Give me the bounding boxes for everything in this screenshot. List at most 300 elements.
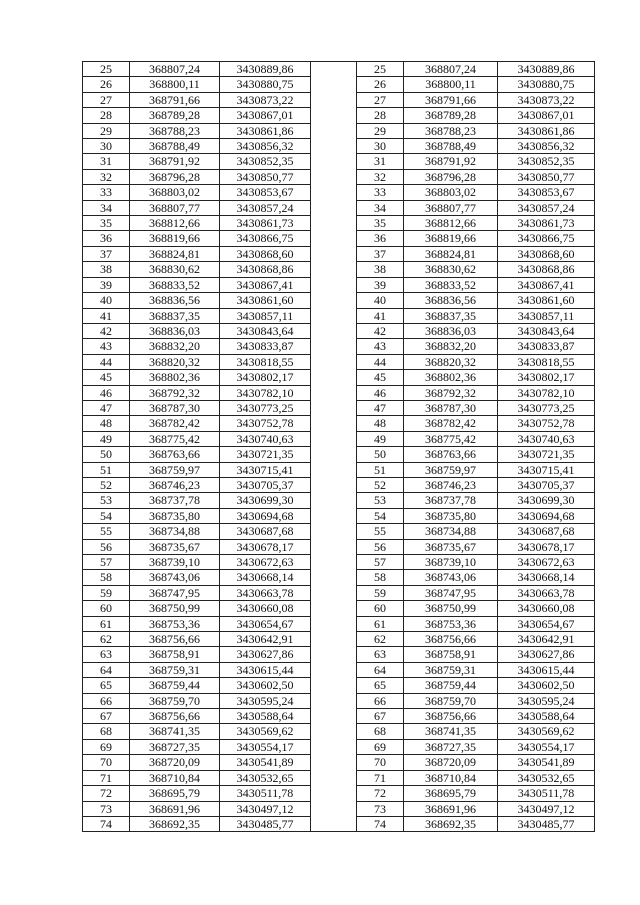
left-x-coordinate-cell: 368796,28 xyxy=(130,169,220,184)
right-y-coordinate-cell: 3430856,32 xyxy=(498,139,595,154)
column-gap xyxy=(311,632,357,647)
right-point-number-cell: 63 xyxy=(357,647,404,662)
column-gap xyxy=(311,277,357,292)
table-row xyxy=(83,431,595,446)
left-x-coordinate-cell: 368824,81 xyxy=(130,246,220,261)
left-point-number-cell: 45 xyxy=(83,370,130,385)
left-x-coordinate-cell: 368710,84 xyxy=(130,770,220,785)
right-point-number-cell: 34 xyxy=(357,200,404,215)
right-y-coordinate-cell: 3430833,87 xyxy=(498,339,595,354)
left-y-coordinate-cell: 3430868,60 xyxy=(220,246,311,261)
right-y-coordinate-cell: 3430642,91 xyxy=(498,632,595,647)
right-point-number-cell: 32 xyxy=(357,169,404,184)
column-gap xyxy=(311,601,357,616)
left-x-coordinate-cell: 368792,32 xyxy=(130,385,220,400)
right-y-coordinate-cell: 3430615,44 xyxy=(498,662,595,677)
right-point-number-cell: 25 xyxy=(357,62,404,77)
table-row xyxy=(83,816,595,831)
left-point-number-cell: 68 xyxy=(83,724,130,739)
right-y-coordinate-cell: 3430511,78 xyxy=(498,786,595,801)
right-y-coordinate-cell: 3430672,63 xyxy=(498,555,595,570)
right-point-number-cell: 50 xyxy=(357,447,404,462)
table-row xyxy=(83,185,595,200)
column-gap xyxy=(311,339,357,354)
right-point-number-cell: 30 xyxy=(357,139,404,154)
column-gap xyxy=(311,262,357,277)
table-row xyxy=(83,400,595,415)
right-y-coordinate-cell: 3430715,41 xyxy=(498,462,595,477)
left-x-coordinate-cell: 368759,97 xyxy=(130,462,220,477)
left-x-coordinate-cell: 368812,66 xyxy=(130,216,220,231)
right-point-number-cell: 48 xyxy=(357,416,404,431)
left-x-coordinate-cell: 368803,02 xyxy=(130,185,220,200)
right-point-number-cell: 28 xyxy=(357,108,404,123)
left-point-number-cell: 43 xyxy=(83,339,130,354)
left-point-number-cell: 63 xyxy=(83,647,130,662)
left-point-number-cell: 57 xyxy=(83,555,130,570)
right-y-coordinate-cell: 3430818,55 xyxy=(498,354,595,369)
column-gap xyxy=(311,293,357,308)
left-y-coordinate-cell: 3430699,30 xyxy=(220,493,311,508)
left-y-coordinate-cell: 3430595,24 xyxy=(220,693,311,708)
left-point-number-cell: 73 xyxy=(83,801,130,816)
right-y-coordinate-cell: 3430595,24 xyxy=(498,693,595,708)
left-x-coordinate-cell: 368791,66 xyxy=(130,92,220,107)
column-gap xyxy=(311,216,357,231)
column-gap xyxy=(311,493,357,508)
left-y-coordinate-cell: 3430569,62 xyxy=(220,724,311,739)
column-gap xyxy=(311,62,357,77)
right-x-coordinate-cell: 368830,62 xyxy=(404,262,498,277)
left-y-coordinate-cell: 3430752,78 xyxy=(220,416,311,431)
left-y-coordinate-cell: 3430740,63 xyxy=(220,431,311,446)
table-row xyxy=(83,462,595,477)
left-y-coordinate-cell: 3430532,65 xyxy=(220,770,311,785)
right-y-coordinate-cell: 3430663,78 xyxy=(498,585,595,600)
left-y-coordinate-cell: 3430485,77 xyxy=(220,816,311,831)
right-point-number-cell: 46 xyxy=(357,385,404,400)
left-point-number-cell: 52 xyxy=(83,477,130,492)
right-x-coordinate-cell: 368759,44 xyxy=(404,678,498,693)
left-x-coordinate-cell: 368807,24 xyxy=(130,62,220,77)
left-y-coordinate-cell: 3430554,17 xyxy=(220,739,311,754)
right-point-number-cell: 27 xyxy=(357,92,404,107)
left-y-coordinate-cell: 3430721,35 xyxy=(220,447,311,462)
column-gap xyxy=(311,92,357,107)
left-y-coordinate-cell: 3430541,89 xyxy=(220,755,311,770)
right-x-coordinate-cell: 368720,09 xyxy=(404,755,498,770)
table-row xyxy=(83,786,595,801)
right-x-coordinate-cell: 368727,35 xyxy=(404,739,498,754)
table-row xyxy=(83,724,595,739)
left-y-coordinate-cell: 3430782,10 xyxy=(220,385,311,400)
right-point-number-cell: 71 xyxy=(357,770,404,785)
left-x-coordinate-cell: 368759,44 xyxy=(130,678,220,693)
coordinates-table xyxy=(82,61,595,832)
right-x-coordinate-cell: 368692,35 xyxy=(404,816,498,831)
left-y-coordinate-cell: 3430654,67 xyxy=(220,616,311,631)
right-y-coordinate-cell: 3430850,77 xyxy=(498,169,595,184)
left-point-number-cell: 51 xyxy=(83,462,130,477)
right-y-coordinate-cell: 3430699,30 xyxy=(498,493,595,508)
right-point-number-cell: 68 xyxy=(357,724,404,739)
right-y-coordinate-cell: 3430782,10 xyxy=(498,385,595,400)
column-gap xyxy=(311,200,357,215)
right-point-number-cell: 54 xyxy=(357,508,404,523)
left-point-number-cell: 69 xyxy=(83,739,130,754)
right-y-coordinate-cell: 3430569,62 xyxy=(498,724,595,739)
left-point-number-cell: 25 xyxy=(83,62,130,77)
column-gap xyxy=(311,647,357,662)
table-row xyxy=(83,555,595,570)
column-gap xyxy=(311,154,357,169)
column-gap xyxy=(311,693,357,708)
right-x-coordinate-cell: 368803,02 xyxy=(404,185,498,200)
left-point-number-cell: 37 xyxy=(83,246,130,261)
table-row xyxy=(83,662,595,677)
right-y-coordinate-cell: 3430485,77 xyxy=(498,816,595,831)
right-y-coordinate-cell: 3430857,24 xyxy=(498,200,595,215)
right-y-coordinate-cell: 3430868,86 xyxy=(498,262,595,277)
right-point-number-cell: 29 xyxy=(357,123,404,138)
left-y-coordinate-cell: 3430866,75 xyxy=(220,231,311,246)
left-x-coordinate-cell: 368763,66 xyxy=(130,447,220,462)
right-y-coordinate-cell: 3430861,60 xyxy=(498,293,595,308)
right-y-coordinate-cell: 3430678,17 xyxy=(498,539,595,554)
table-row xyxy=(83,262,595,277)
column-gap xyxy=(311,185,357,200)
table-row xyxy=(83,139,595,154)
left-y-coordinate-cell: 3430663,78 xyxy=(220,585,311,600)
column-gap xyxy=(311,246,357,261)
right-x-coordinate-cell: 368758,91 xyxy=(404,647,498,662)
table-row xyxy=(83,539,595,554)
left-x-coordinate-cell: 368737,78 xyxy=(130,493,220,508)
right-y-coordinate-cell: 3430889,86 xyxy=(498,62,595,77)
left-x-coordinate-cell: 368833,52 xyxy=(130,277,220,292)
table-row xyxy=(83,585,595,600)
coordinates-table-body xyxy=(83,62,595,832)
left-point-number-cell: 46 xyxy=(83,385,130,400)
column-gap xyxy=(311,662,357,677)
table-row xyxy=(83,693,595,708)
left-y-coordinate-cell: 3430705,37 xyxy=(220,477,311,492)
left-y-coordinate-cell: 3430889,86 xyxy=(220,62,311,77)
right-point-number-cell: 43 xyxy=(357,339,404,354)
column-gap xyxy=(311,770,357,785)
left-x-coordinate-cell: 368750,99 xyxy=(130,601,220,616)
column-gap xyxy=(311,539,357,554)
left-point-number-cell: 44 xyxy=(83,354,130,369)
right-y-coordinate-cell: 3430861,73 xyxy=(498,216,595,231)
right-x-coordinate-cell: 368735,80 xyxy=(404,508,498,523)
right-point-number-cell: 31 xyxy=(357,154,404,169)
left-y-coordinate-cell: 3430833,87 xyxy=(220,339,311,354)
table-row xyxy=(83,616,595,631)
table-row xyxy=(83,647,595,662)
right-x-coordinate-cell: 368759,31 xyxy=(404,662,498,677)
left-y-coordinate-cell: 3430880,75 xyxy=(220,77,311,92)
left-y-coordinate-cell: 3430497,12 xyxy=(220,801,311,816)
left-y-coordinate-cell: 3430857,24 xyxy=(220,200,311,215)
right-point-number-cell: 73 xyxy=(357,801,404,816)
right-x-coordinate-cell: 368832,20 xyxy=(404,339,498,354)
right-x-coordinate-cell: 368819,66 xyxy=(404,231,498,246)
left-point-number-cell: 36 xyxy=(83,231,130,246)
right-point-number-cell: 56 xyxy=(357,539,404,554)
left-x-coordinate-cell: 368837,35 xyxy=(130,308,220,323)
left-point-number-cell: 59 xyxy=(83,585,130,600)
left-y-coordinate-cell: 3430615,44 xyxy=(220,662,311,677)
table-row xyxy=(83,770,595,785)
left-x-coordinate-cell: 368727,35 xyxy=(130,739,220,754)
right-point-number-cell: 45 xyxy=(357,370,404,385)
right-point-number-cell: 69 xyxy=(357,739,404,754)
left-y-coordinate-cell: 3430843,64 xyxy=(220,323,311,338)
right-x-coordinate-cell: 368691,96 xyxy=(404,801,498,816)
column-gap xyxy=(311,431,357,446)
left-x-coordinate-cell: 368695,79 xyxy=(130,786,220,801)
left-point-number-cell: 64 xyxy=(83,662,130,677)
left-x-coordinate-cell: 368743,06 xyxy=(130,570,220,585)
right-x-coordinate-cell: 368756,66 xyxy=(404,709,498,724)
right-y-coordinate-cell: 3430880,75 xyxy=(498,77,595,92)
right-y-coordinate-cell: 3430740,63 xyxy=(498,431,595,446)
right-y-coordinate-cell: 3430627,86 xyxy=(498,647,595,662)
table-row xyxy=(83,632,595,647)
column-gap xyxy=(311,755,357,770)
column-gap xyxy=(311,370,357,385)
left-point-number-cell: 60 xyxy=(83,601,130,616)
left-y-coordinate-cell: 3430602,50 xyxy=(220,678,311,693)
column-gap xyxy=(311,570,357,585)
left-x-coordinate-cell: 368756,66 xyxy=(130,709,220,724)
left-point-number-cell: 47 xyxy=(83,400,130,415)
right-x-coordinate-cell: 368791,66 xyxy=(404,92,498,107)
left-x-coordinate-cell: 368807,77 xyxy=(130,200,220,215)
left-point-number-cell: 65 xyxy=(83,678,130,693)
left-point-number-cell: 31 xyxy=(83,154,130,169)
right-x-coordinate-cell: 368807,24 xyxy=(404,62,498,77)
right-x-coordinate-cell: 368739,10 xyxy=(404,555,498,570)
right-x-coordinate-cell: 368734,88 xyxy=(404,524,498,539)
right-y-coordinate-cell: 3430660,08 xyxy=(498,601,595,616)
right-x-coordinate-cell: 368735,67 xyxy=(404,539,498,554)
right-point-number-cell: 26 xyxy=(357,77,404,92)
column-gap xyxy=(311,524,357,539)
left-point-number-cell: 61 xyxy=(83,616,130,631)
left-x-coordinate-cell: 368832,20 xyxy=(130,339,220,354)
right-x-coordinate-cell: 368741,35 xyxy=(404,724,498,739)
right-point-number-cell: 62 xyxy=(357,632,404,647)
left-x-coordinate-cell: 368791,92 xyxy=(130,154,220,169)
right-y-coordinate-cell: 3430532,65 xyxy=(498,770,595,785)
left-point-number-cell: 39 xyxy=(83,277,130,292)
left-y-coordinate-cell: 3430694,68 xyxy=(220,508,311,523)
table-row xyxy=(83,293,595,308)
left-x-coordinate-cell: 368756,66 xyxy=(130,632,220,647)
left-point-number-cell: 32 xyxy=(83,169,130,184)
left-x-coordinate-cell: 368787,30 xyxy=(130,400,220,415)
right-x-coordinate-cell: 368746,23 xyxy=(404,477,498,492)
right-y-coordinate-cell: 3430873,22 xyxy=(498,92,595,107)
left-y-coordinate-cell: 3430672,63 xyxy=(220,555,311,570)
right-x-coordinate-cell: 368788,23 xyxy=(404,123,498,138)
right-y-coordinate-cell: 3430588,64 xyxy=(498,709,595,724)
left-x-coordinate-cell: 368741,35 xyxy=(130,724,220,739)
column-gap xyxy=(311,801,357,816)
right-point-number-cell: 57 xyxy=(357,555,404,570)
left-point-number-cell: 72 xyxy=(83,786,130,801)
right-y-coordinate-cell: 3430853,67 xyxy=(498,185,595,200)
left-point-number-cell: 67 xyxy=(83,709,130,724)
left-point-number-cell: 48 xyxy=(83,416,130,431)
column-gap xyxy=(311,169,357,184)
left-y-coordinate-cell: 3430660,08 xyxy=(220,601,311,616)
right-y-coordinate-cell: 3430867,41 xyxy=(498,277,595,292)
left-x-coordinate-cell: 368692,35 xyxy=(130,816,220,831)
right-point-number-cell: 51 xyxy=(357,462,404,477)
left-point-number-cell: 40 xyxy=(83,293,130,308)
table-row xyxy=(83,77,595,92)
right-y-coordinate-cell: 3430852,35 xyxy=(498,154,595,169)
left-y-coordinate-cell: 3430802,17 xyxy=(220,370,311,385)
left-point-number-cell: 74 xyxy=(83,816,130,831)
left-y-coordinate-cell: 3430857,11 xyxy=(220,308,311,323)
column-gap xyxy=(311,816,357,831)
left-y-coordinate-cell: 3430715,41 xyxy=(220,462,311,477)
column-gap xyxy=(311,709,357,724)
left-x-coordinate-cell: 368747,95 xyxy=(130,585,220,600)
right-x-coordinate-cell: 368759,97 xyxy=(404,462,498,477)
right-x-coordinate-cell: 368787,30 xyxy=(404,400,498,415)
left-x-coordinate-cell: 368691,96 xyxy=(130,801,220,816)
right-point-number-cell: 65 xyxy=(357,678,404,693)
left-y-coordinate-cell: 3430861,60 xyxy=(220,293,311,308)
left-x-coordinate-cell: 368788,49 xyxy=(130,139,220,154)
right-x-coordinate-cell: 368812,66 xyxy=(404,216,498,231)
right-point-number-cell: 74 xyxy=(357,816,404,831)
right-y-coordinate-cell: 3430654,67 xyxy=(498,616,595,631)
right-x-coordinate-cell: 368824,81 xyxy=(404,246,498,261)
right-x-coordinate-cell: 368750,99 xyxy=(404,601,498,616)
right-y-coordinate-cell: 3430721,35 xyxy=(498,447,595,462)
table-row xyxy=(83,323,595,338)
right-x-coordinate-cell: 368756,66 xyxy=(404,632,498,647)
right-x-coordinate-cell: 368788,49 xyxy=(404,139,498,154)
column-gap xyxy=(311,739,357,754)
left-x-coordinate-cell: 368759,70 xyxy=(130,693,220,708)
right-x-coordinate-cell: 368782,42 xyxy=(404,416,498,431)
column-gap xyxy=(311,477,357,492)
table-row xyxy=(83,416,595,431)
left-y-coordinate-cell: 3430588,64 xyxy=(220,709,311,724)
right-point-number-cell: 60 xyxy=(357,601,404,616)
left-point-number-cell: 41 xyxy=(83,308,130,323)
left-point-number-cell: 70 xyxy=(83,755,130,770)
left-point-number-cell: 56 xyxy=(83,539,130,554)
column-gap xyxy=(311,231,357,246)
left-x-coordinate-cell: 368800,11 xyxy=(130,77,220,92)
right-point-number-cell: 35 xyxy=(357,216,404,231)
right-point-number-cell: 72 xyxy=(357,786,404,801)
column-gap xyxy=(311,308,357,323)
right-x-coordinate-cell: 368737,78 xyxy=(404,493,498,508)
right-y-coordinate-cell: 3430868,60 xyxy=(498,246,595,261)
left-x-coordinate-cell: 368836,56 xyxy=(130,293,220,308)
table-row xyxy=(83,801,595,816)
left-point-number-cell: 58 xyxy=(83,570,130,585)
left-x-coordinate-cell: 368788,23 xyxy=(130,123,220,138)
right-x-coordinate-cell: 368775,42 xyxy=(404,431,498,446)
column-gap xyxy=(311,678,357,693)
table-row xyxy=(83,755,595,770)
table-row xyxy=(83,601,595,616)
table-row xyxy=(83,339,595,354)
column-gap xyxy=(311,108,357,123)
right-point-number-cell: 41 xyxy=(357,308,404,323)
right-y-coordinate-cell: 3430752,78 xyxy=(498,416,595,431)
right-x-coordinate-cell: 368695,79 xyxy=(404,786,498,801)
right-x-coordinate-cell: 368837,35 xyxy=(404,308,498,323)
left-y-coordinate-cell: 3430861,73 xyxy=(220,216,311,231)
right-y-coordinate-cell: 3430668,14 xyxy=(498,570,595,585)
left-x-coordinate-cell: 368759,31 xyxy=(130,662,220,677)
left-x-coordinate-cell: 368746,23 xyxy=(130,477,220,492)
left-point-number-cell: 53 xyxy=(83,493,130,508)
left-y-coordinate-cell: 3430668,14 xyxy=(220,570,311,585)
left-point-number-cell: 66 xyxy=(83,693,130,708)
left-x-coordinate-cell: 368735,67 xyxy=(130,539,220,554)
left-y-coordinate-cell: 3430818,55 xyxy=(220,354,311,369)
right-x-coordinate-cell: 368789,28 xyxy=(404,108,498,123)
right-x-coordinate-cell: 368807,77 xyxy=(404,200,498,215)
left-point-number-cell: 71 xyxy=(83,770,130,785)
right-point-number-cell: 36 xyxy=(357,231,404,246)
column-gap xyxy=(311,462,357,477)
right-x-coordinate-cell: 368753,36 xyxy=(404,616,498,631)
right-point-number-cell: 33 xyxy=(357,185,404,200)
column-gap xyxy=(311,139,357,154)
right-point-number-cell: 53 xyxy=(357,493,404,508)
column-gap xyxy=(311,585,357,600)
table-row xyxy=(83,231,595,246)
right-x-coordinate-cell: 368743,06 xyxy=(404,570,498,585)
table-row xyxy=(83,200,595,215)
right-y-coordinate-cell: 3430866,75 xyxy=(498,231,595,246)
left-y-coordinate-cell: 3430852,35 xyxy=(220,154,311,169)
right-point-number-cell: 66 xyxy=(357,693,404,708)
right-y-coordinate-cell: 3430861,86 xyxy=(498,123,595,138)
column-gap xyxy=(311,385,357,400)
left-x-coordinate-cell: 368836,03 xyxy=(130,323,220,338)
table-row xyxy=(83,154,595,169)
right-point-number-cell: 67 xyxy=(357,709,404,724)
left-point-number-cell: 54 xyxy=(83,508,130,523)
table-row xyxy=(83,246,595,261)
right-y-coordinate-cell: 3430694,68 xyxy=(498,508,595,523)
right-x-coordinate-cell: 368833,52 xyxy=(404,277,498,292)
left-x-coordinate-cell: 368758,91 xyxy=(130,647,220,662)
left-x-coordinate-cell: 368720,09 xyxy=(130,755,220,770)
right-point-number-cell: 39 xyxy=(357,277,404,292)
right-y-coordinate-cell: 3430602,50 xyxy=(498,678,595,693)
left-point-number-cell: 27 xyxy=(83,92,130,107)
left-x-coordinate-cell: 368775,42 xyxy=(130,431,220,446)
right-x-coordinate-cell: 368836,03 xyxy=(404,323,498,338)
right-point-number-cell: 40 xyxy=(357,293,404,308)
table-row xyxy=(83,277,595,292)
